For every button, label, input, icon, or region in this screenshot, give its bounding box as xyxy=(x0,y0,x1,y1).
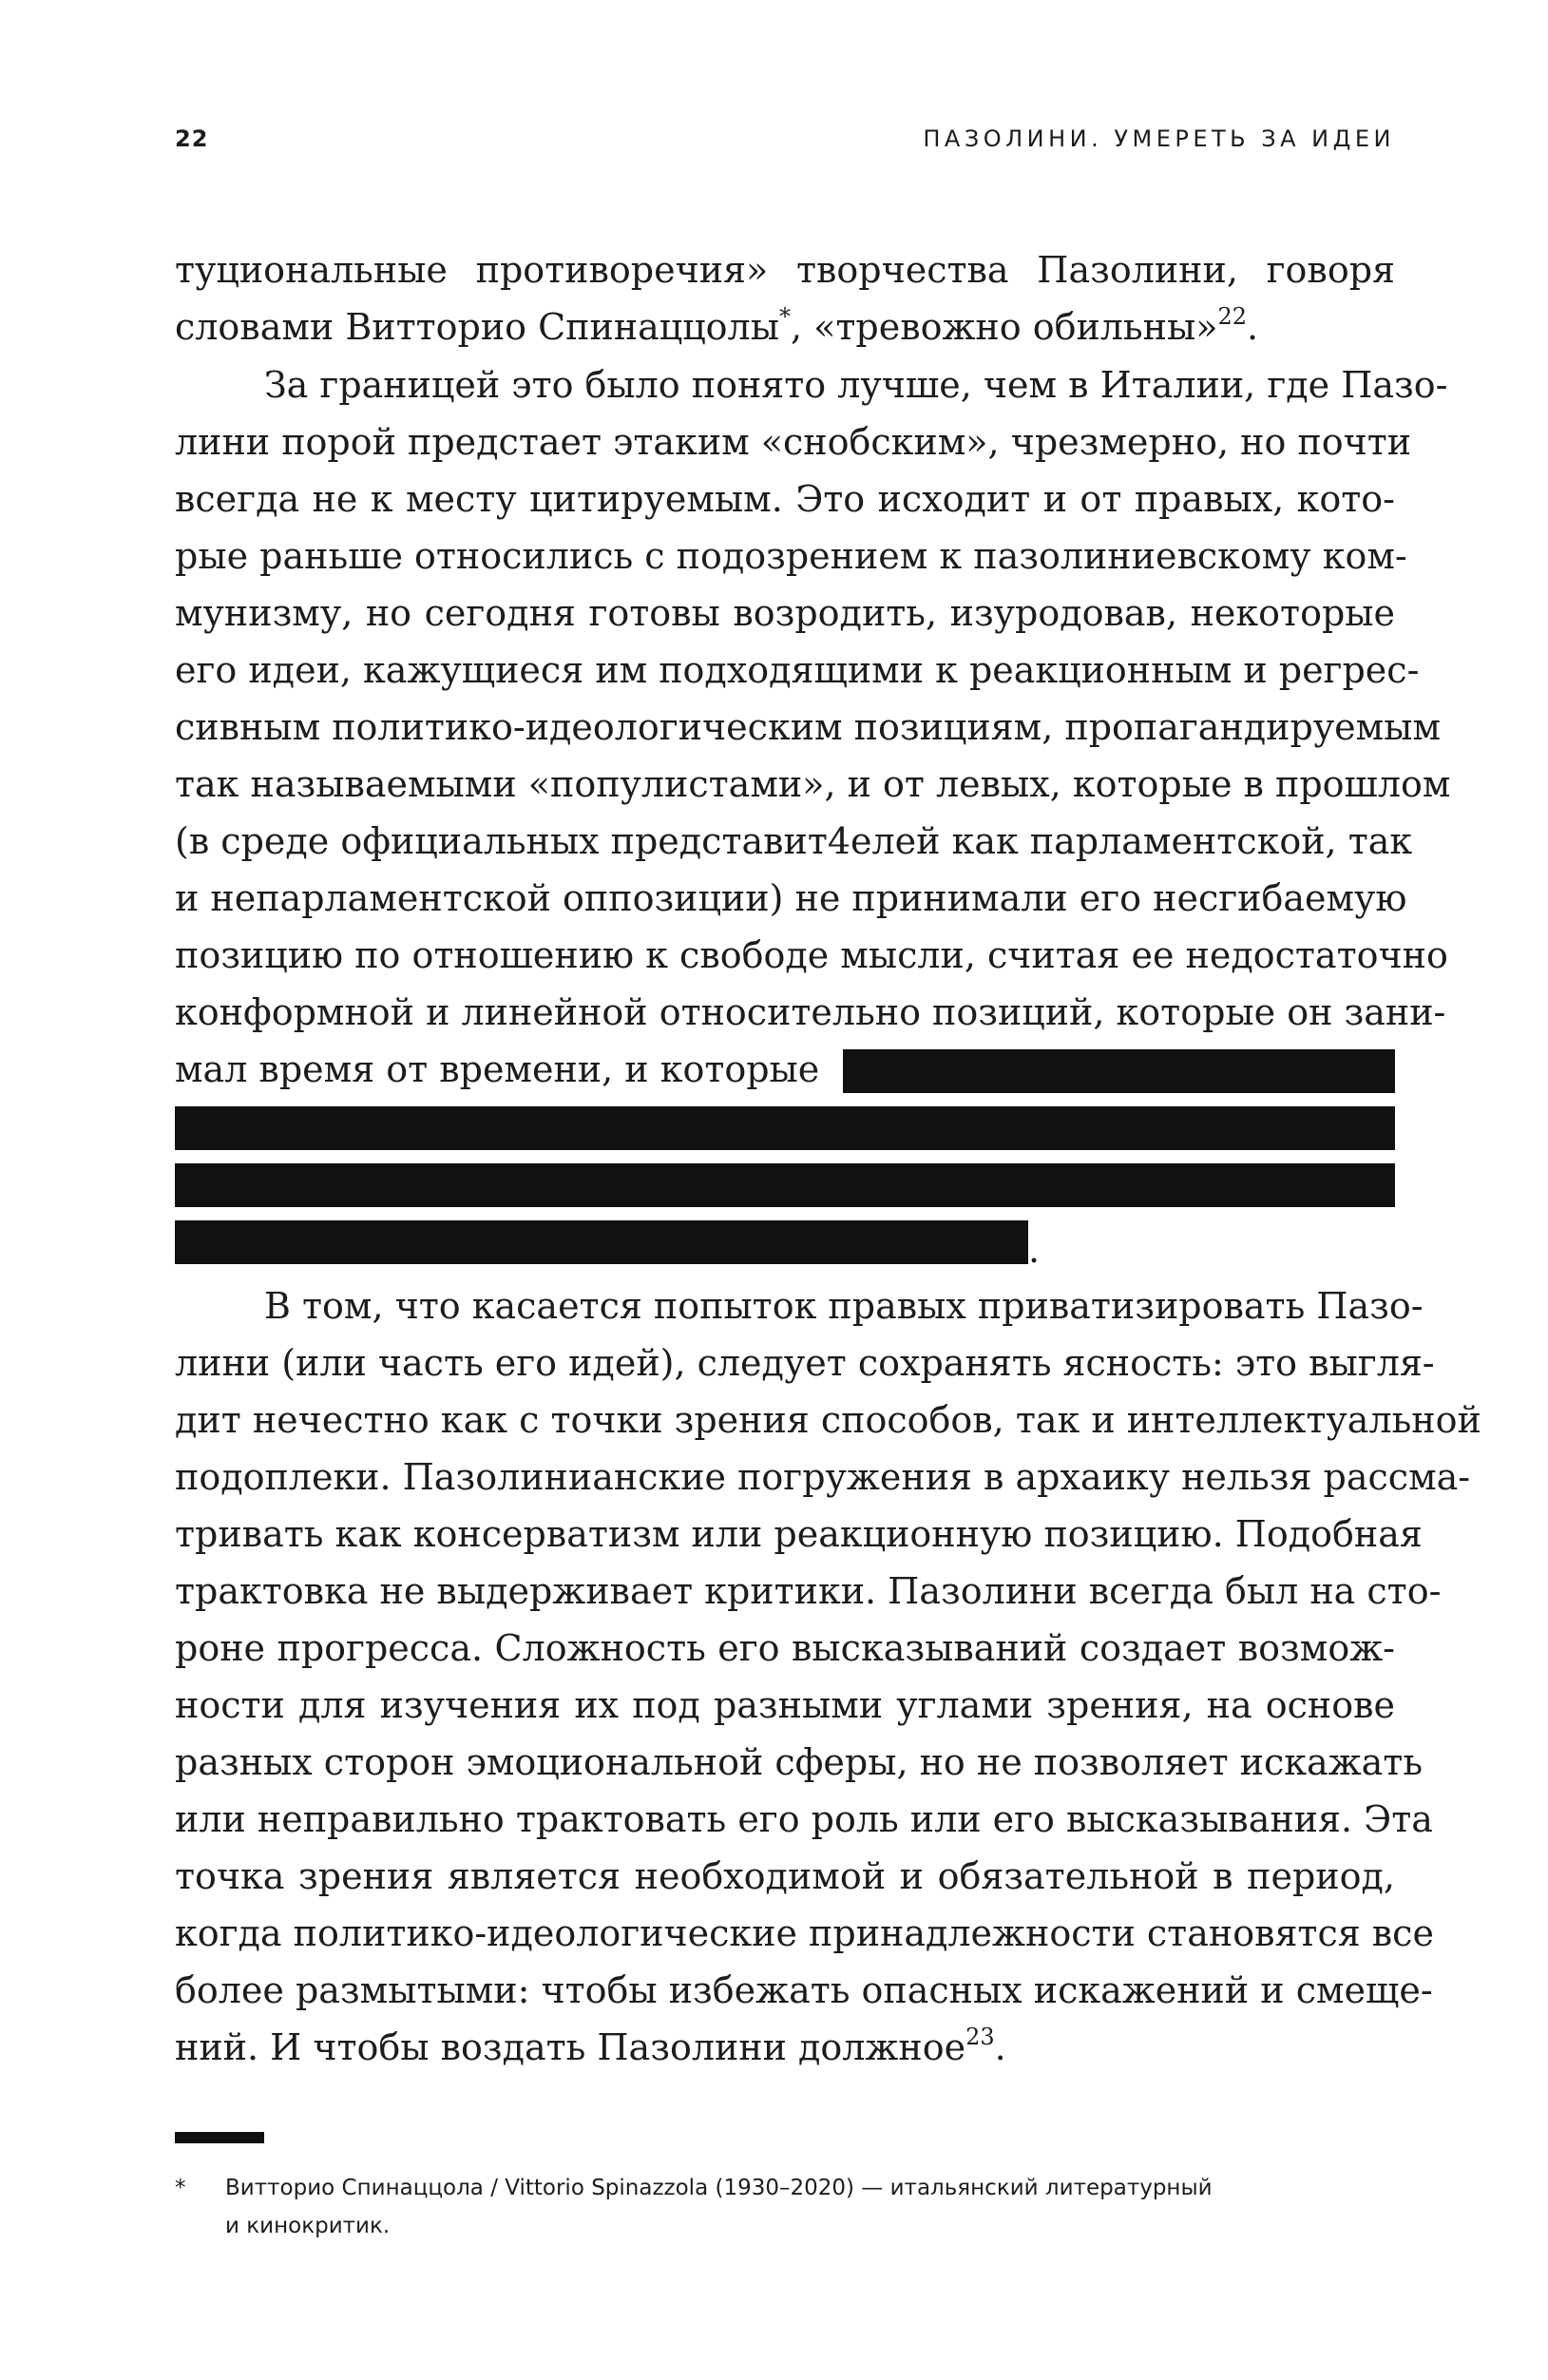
text-line xyxy=(175,927,1448,985)
text-line xyxy=(175,470,1395,528)
p2-line-9: (в среде официальных представит4елей как парламентской, так xyxy=(175,820,1413,862)
text-line xyxy=(175,298,1395,356)
endnote-ref-22[interactable]: 22 xyxy=(1217,303,1247,330)
text-line xyxy=(175,756,1451,814)
p2-line-8: так называемыми «популистами», и от левых, которые в прошлом xyxy=(175,763,1451,805)
text-line xyxy=(175,699,1442,757)
p3-line-9: разных сторон эмоциональной сферы, но не позволяет искажать xyxy=(175,1741,1424,1783)
text-line xyxy=(175,585,1395,643)
p3-line-12: когда политико-идеологические принадлежности становятся все xyxy=(175,1912,1434,1954)
text-line xyxy=(175,1791,1433,1849)
p2-line-11: позицию по отношению к свободе мысли, считая ее недостаточно xyxy=(175,934,1448,976)
text-line xyxy=(175,1392,1481,1449)
text-line xyxy=(175,241,1395,299)
p3-line-5: тривать как консерватизм или реакционную позицию. Подобная xyxy=(175,1513,1423,1555)
text-line xyxy=(175,413,1412,471)
page-number: 22 xyxy=(175,125,209,152)
text-line xyxy=(175,2019,1395,2077)
footnote-mark: * xyxy=(175,2176,186,2200)
p3-line-6: трактовка не выдерживает критики. Пазолини всегда был на сто- xyxy=(175,1570,1442,1612)
p2-line-1: За границей это было понято лучше, чем в Италии, где Пазо- xyxy=(264,364,1448,406)
text-line xyxy=(175,642,1420,700)
footnote-marker[interactable]: * xyxy=(778,303,791,330)
p2-line-3: всегда не к месту цитируемым. Это исходит и от правых, кото- xyxy=(175,478,1395,520)
running-title: ПАЗОЛИНИ. УМЕРЕТЬ ЗА ИДЕИ xyxy=(923,125,1395,152)
p1-line-2: словами Витторио Спинаццолы*, «тревожно обильны»$^{22}$. xyxy=(175,303,1259,348)
p3-line-7: роне прогресса. Сложность его высказываний создает возмож- xyxy=(175,1627,1395,1669)
text-line xyxy=(175,528,1407,585)
p3-line-14: ний. И чтобы воздать Пазолини должное$^{23}$. xyxy=(175,2024,1006,2068)
p2-line-7: сивным политико-идеологическим позициям, пропагандируемым xyxy=(175,706,1442,748)
redaction-bar xyxy=(175,1163,1395,1207)
footnote-rule xyxy=(175,2132,264,2143)
text-line xyxy=(175,1449,1471,1507)
text-line xyxy=(175,1620,1395,1678)
p2-line-10: и непарламентской оппозиции) не принимали его несгибаемую xyxy=(175,877,1407,919)
endnote-ref-23[interactable]: 23 xyxy=(965,2024,995,2050)
text-line xyxy=(175,1848,1395,1906)
text-line xyxy=(1028,1221,1066,1279)
text-line xyxy=(175,1506,1423,1564)
text-line xyxy=(175,1734,1424,1792)
page-header xyxy=(175,125,1395,163)
text-line xyxy=(175,1905,1434,1963)
p3-line-11: точка зрения является необходимой и обязательной в период, xyxy=(175,1855,1395,1897)
p3-line-4: подоплеки. Пазолинианские погружения в архаику нельзя рассма- xyxy=(175,1456,1471,1498)
p2-line-4: рые раньше относились с подозрением к пазолиниевскому ком- xyxy=(175,535,1407,577)
p3-line-2: лини (или часть его идей), следует сохранять ясность: это выгля- xyxy=(175,1342,1435,1384)
text-line xyxy=(175,984,1446,1042)
footnote-line-2: и кинокритик. xyxy=(225,2214,391,2238)
p3-line-13: более размытыми: чтобы избежать опасных искажений и смеще- xyxy=(175,1969,1433,2011)
text-line xyxy=(175,1677,1395,1735)
p3-line-1: В том, что касается попыток правых приватизировать Пазо- xyxy=(264,1285,1424,1327)
p3-line-10: или неправильно трактовать его роль или его высказывания. Эта xyxy=(175,1798,1433,1840)
p2-end-period: . xyxy=(1028,1229,1041,1271)
text-line xyxy=(175,1277,1424,1335)
redaction-bar xyxy=(175,1220,1028,1264)
footnote xyxy=(175,2169,1315,2245)
p2-line-5: мунизму, но сегодня готовы возродить, изуродовав, некоторые xyxy=(175,592,1395,634)
p2-line-12: конформной и линейной относительно позиций, которые он зани- xyxy=(175,991,1446,1033)
text-line xyxy=(175,1334,1435,1392)
redaction-bar xyxy=(175,1106,1395,1150)
p3-line-3: дит нечестно как с точки зрения способов, так и интеллектуальной xyxy=(175,1399,1481,1441)
footnote-line-1: Витторио Спинаццола / Vittorio Spinazzola (1930–2020) — итальянский литературный xyxy=(225,2176,1213,2200)
p2-line-13: мал время от времени, и которые xyxy=(175,1048,820,1090)
text-line xyxy=(175,1563,1442,1621)
text-line xyxy=(175,870,1407,928)
redaction-bar xyxy=(843,1049,1395,1093)
p2-line-2: лини порой предстает этаким «снобским», чрезмерно, но почти xyxy=(175,421,1412,463)
p2-line-6: его идеи, кажущиеся им подходящими к реакционным и регрес- xyxy=(175,649,1420,691)
text-line xyxy=(175,1962,1433,2020)
text-line xyxy=(175,356,1448,414)
p3-line-8: ности для изучения их под разными углами зрения, на основе xyxy=(175,1684,1395,1726)
text-line xyxy=(175,813,1413,871)
p1-line-1: туциональные противоречия» творчества Пазолини, говоря xyxy=(175,249,1395,291)
